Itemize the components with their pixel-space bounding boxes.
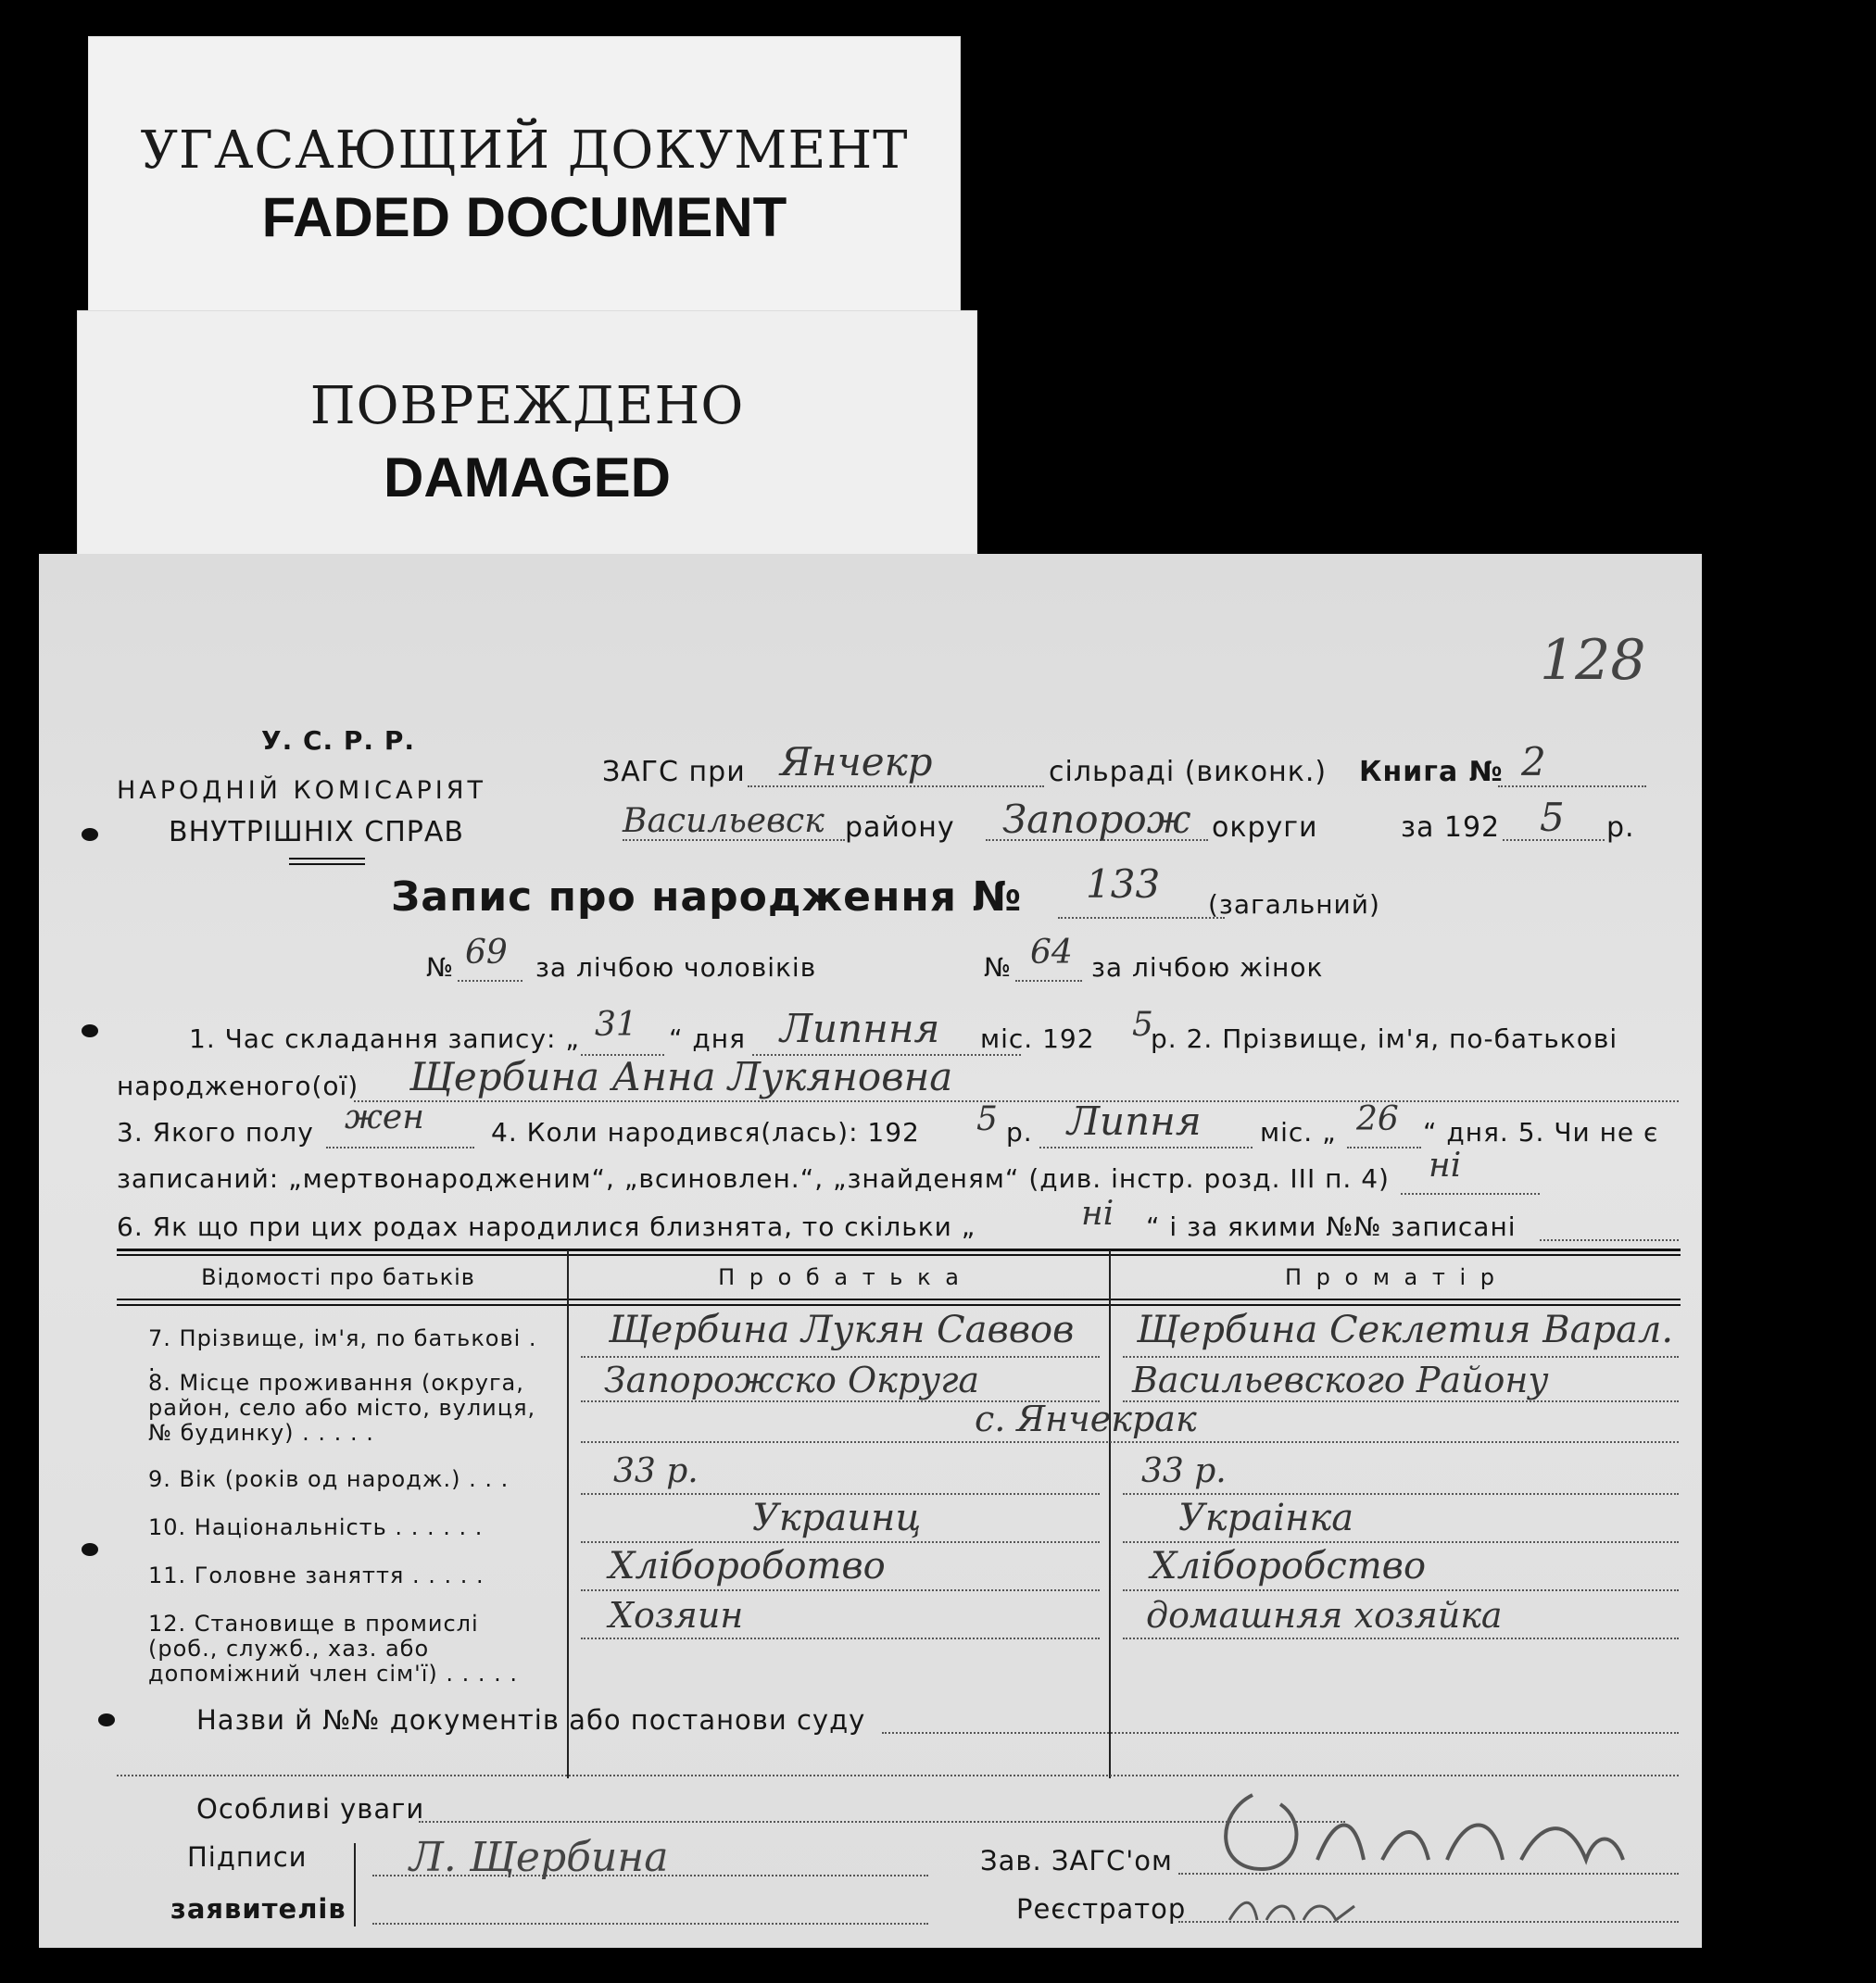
- damaged-label-ru: ПОВРЕЖДЕНО: [309, 376, 745, 436]
- commissariat-line-1: НАРОДНІЙ КОМІСАРІЯТ: [117, 776, 486, 805]
- birth-record-form: [39, 554, 1702, 1948]
- field-6-label-end: “ і за якими №№ записані: [1146, 1211, 1517, 1242]
- table-row-label: 8. Місце проживання (округа, район, село або місто, вулиця, № будинку) . . . . .: [148, 1370, 536, 1446]
- district-label: району: [845, 811, 955, 844]
- table-row-line: [581, 1356, 1100, 1358]
- table-row-label: 10. Національність . . . . . .: [148, 1514, 484, 1540]
- header-divider: [289, 863, 365, 865]
- notes-label: Особливі уваги: [196, 1793, 425, 1825]
- field-4-day: 26: [1356, 1100, 1399, 1138]
- field-4-day-label: “ дня. 5. Чи не є: [1423, 1117, 1659, 1148]
- table-top-rule: [117, 1249, 1681, 1251]
- table-top-rule: [117, 1254, 1681, 1256]
- father-status: Хозяин: [609, 1595, 744, 1636]
- mother-age: 33 р.: [1141, 1452, 1227, 1490]
- punch-hole-icon: [82, 1543, 98, 1556]
- men-count-value: 69: [465, 934, 508, 972]
- damaged-sticker: [78, 311, 976, 561]
- registrar-label: Реєстратор: [1016, 1893, 1187, 1925]
- table-header-rule: [117, 1304, 1681, 1306]
- documents-label: Назви й №№ документів або постанови суду: [196, 1704, 866, 1736]
- book-field-line: [1498, 785, 1646, 787]
- table-row-line: [1123, 1400, 1679, 1402]
- field-6-value: ні: [1081, 1195, 1114, 1233]
- table-row-label: 9. Вік (років од народж.) . . .: [148, 1466, 510, 1492]
- field-1-month: Липння: [780, 1006, 940, 1051]
- shared-village: с. Янчекрак: [975, 1399, 1197, 1439]
- field-4-day-line: [1347, 1147, 1421, 1148]
- table-row-line: [1123, 1541, 1679, 1543]
- table-header-rule: [117, 1299, 1681, 1300]
- zags-head-label: Зав. ЗАГС'ом: [980, 1845, 1173, 1876]
- field-1-month-label: міс. 192: [980, 1023, 1095, 1054]
- year-value: 5: [1540, 795, 1565, 840]
- field-6-line: [1540, 1239, 1679, 1241]
- table-row-label: 12. Становище в промислі (роб., служб., хаз. або допоміжний член сім'ї) . . . . .: [148, 1611, 519, 1687]
- field-4-month-label: міс. „: [1260, 1117, 1337, 1148]
- field-4-label: 4. Коли народився(лась): 192: [491, 1117, 920, 1148]
- field-3-line: [326, 1147, 474, 1148]
- district-value: Васильевск: [623, 802, 825, 840]
- documents-line: [882, 1732, 1679, 1734]
- field-4-month: Липня: [1067, 1098, 1202, 1144]
- field-5-label: записаний: „мертвонародженим“, „всиновлен.“, „знайденям“ (див. інстр. розд. III п. 4): [117, 1163, 1390, 1194]
- field-2-label: народженого(ої): [117, 1071, 359, 1101]
- field-1-day: 31: [595, 1006, 637, 1044]
- faded-label-en: FADED DOCUMENT: [261, 186, 787, 248]
- field-6-label: 6. Як що при цих родах народилися близнята, то скільки „: [117, 1211, 976, 1242]
- men-count-label: за лічбою чоловіків: [535, 952, 817, 983]
- father-age: 33 р.: [613, 1452, 699, 1490]
- faded-label-ru: УГАСАЮЩИЙ ДОКУМЕНТ: [140, 120, 909, 181]
- field-1-year-label: р. 2. Прізвище, ім'я, по-батькові: [1151, 1023, 1618, 1054]
- table-header-info: Відомості про батьків: [201, 1264, 475, 1290]
- table-row-line: [1123, 1589, 1679, 1591]
- field-5-value: ні: [1429, 1147, 1462, 1185]
- zags-value: Янчекр: [780, 739, 933, 784]
- field-4-year: 5: [976, 1100, 998, 1138]
- father-occupation: Хлібороботво: [609, 1545, 886, 1588]
- table-row-label: 7. Прізвище, ім'я, по батькові . .: [148, 1325, 537, 1376]
- commissariat-line-2: ВНУТРІШНІХ СПРАВ: [169, 816, 464, 848]
- field-1-year: 5: [1132, 1006, 1153, 1044]
- record-title: Запис про народження №: [391, 873, 1023, 921]
- mother-nationality: Украінка: [1178, 1497, 1354, 1539]
- okrug-label: округи: [1212, 811, 1318, 844]
- punch-hole-icon: [98, 1713, 115, 1726]
- applicant-signature: Л. Щербина: [409, 1834, 669, 1881]
- men-count-prefix: №: [426, 952, 455, 983]
- book-label: Книга №: [1359, 756, 1504, 788]
- field-3-value: жен: [345, 1098, 424, 1136]
- field-4-year-label: р.: [1006, 1117, 1033, 1148]
- year-label: за 192: [1401, 811, 1501, 844]
- table-header-mother: П р о м а т і р: [1284, 1264, 1499, 1290]
- field-1-day-label: “ дня: [669, 1023, 746, 1054]
- field-2-value: Щербина Анна Лукяновна: [409, 1054, 953, 1099]
- signatures-label-2: заявителів: [170, 1893, 346, 1925]
- table-row-line: [581, 1589, 1100, 1591]
- record-number-suffix: (загальний): [1208, 889, 1380, 920]
- zags-label: ЗАГС при: [602, 756, 746, 788]
- table-row-line: [581, 1541, 1100, 1543]
- mother-occupation: Хліборобство: [1151, 1545, 1427, 1588]
- signatures-label: Підписи: [187, 1841, 308, 1873]
- zags-field-line: [748, 785, 1044, 787]
- record-number-line: [1058, 917, 1225, 919]
- book-value: 2: [1521, 739, 1546, 784]
- table-row-line: [581, 1638, 1100, 1639]
- table-row-line: [1123, 1493, 1679, 1495]
- header-divider: [289, 858, 365, 860]
- field-3-label: 3. Якого полу: [117, 1117, 314, 1148]
- table-row-line: [581, 1441, 1679, 1443]
- table-row-line: [1123, 1638, 1679, 1639]
- punch-hole-icon: [82, 828, 98, 841]
- table-column-divider: [567, 1250, 569, 1778]
- father-nationality: Украинц: [752, 1497, 922, 1539]
- mother-residence: Васильевского Району: [1132, 1360, 1549, 1400]
- women-count-line: [1015, 980, 1082, 982]
- faded-document-sticker: [89, 37, 960, 315]
- silrada-label: сільраді (виконк.): [1049, 756, 1328, 788]
- year-suffix: р.: [1606, 811, 1635, 844]
- signature-bracket: [354, 1843, 356, 1927]
- corner-archive-number: 128: [1540, 628, 1646, 693]
- women-count-label: за лічбою жінок: [1091, 952, 1324, 983]
- registrar-signature-icon: [1220, 1888, 1368, 1934]
- record-number: 133: [1086, 861, 1161, 907]
- field-1-label: 1. Час складання запису: „: [189, 1023, 580, 1054]
- table-row-line: [1123, 1356, 1679, 1358]
- women-count-value: 64: [1030, 934, 1073, 972]
- table-row-line: [581, 1493, 1100, 1495]
- okrug-value: Запорож: [1002, 797, 1191, 842]
- head-signature-icon: [1197, 1758, 1642, 1888]
- mother-status: домашняя хозяйка: [1146, 1595, 1503, 1636]
- table-header-father: П р о б а т ь к а: [718, 1264, 963, 1290]
- father-name: Щербина Лукян Саввов: [609, 1309, 1075, 1351]
- table-row-label: 11. Головне заняття . . . . .: [148, 1563, 485, 1588]
- damaged-label-en: DAMAGED: [384, 446, 671, 508]
- signature-line: [372, 1923, 928, 1925]
- field-2-line: [354, 1100, 1679, 1102]
- women-count-prefix: №: [984, 952, 1013, 983]
- republic-label: У. С. Р. Р.: [261, 725, 415, 756]
- men-count-line: [458, 980, 523, 982]
- punch-hole-icon: [82, 1024, 98, 1037]
- father-residence: Запорожско Округа: [604, 1360, 980, 1400]
- field-4-month-line: [1039, 1147, 1253, 1148]
- table-column-divider: [1109, 1250, 1111, 1778]
- field-5-line: [1401, 1193, 1540, 1195]
- mother-name: Щербина Секлетия Варал.: [1137, 1309, 1674, 1351]
